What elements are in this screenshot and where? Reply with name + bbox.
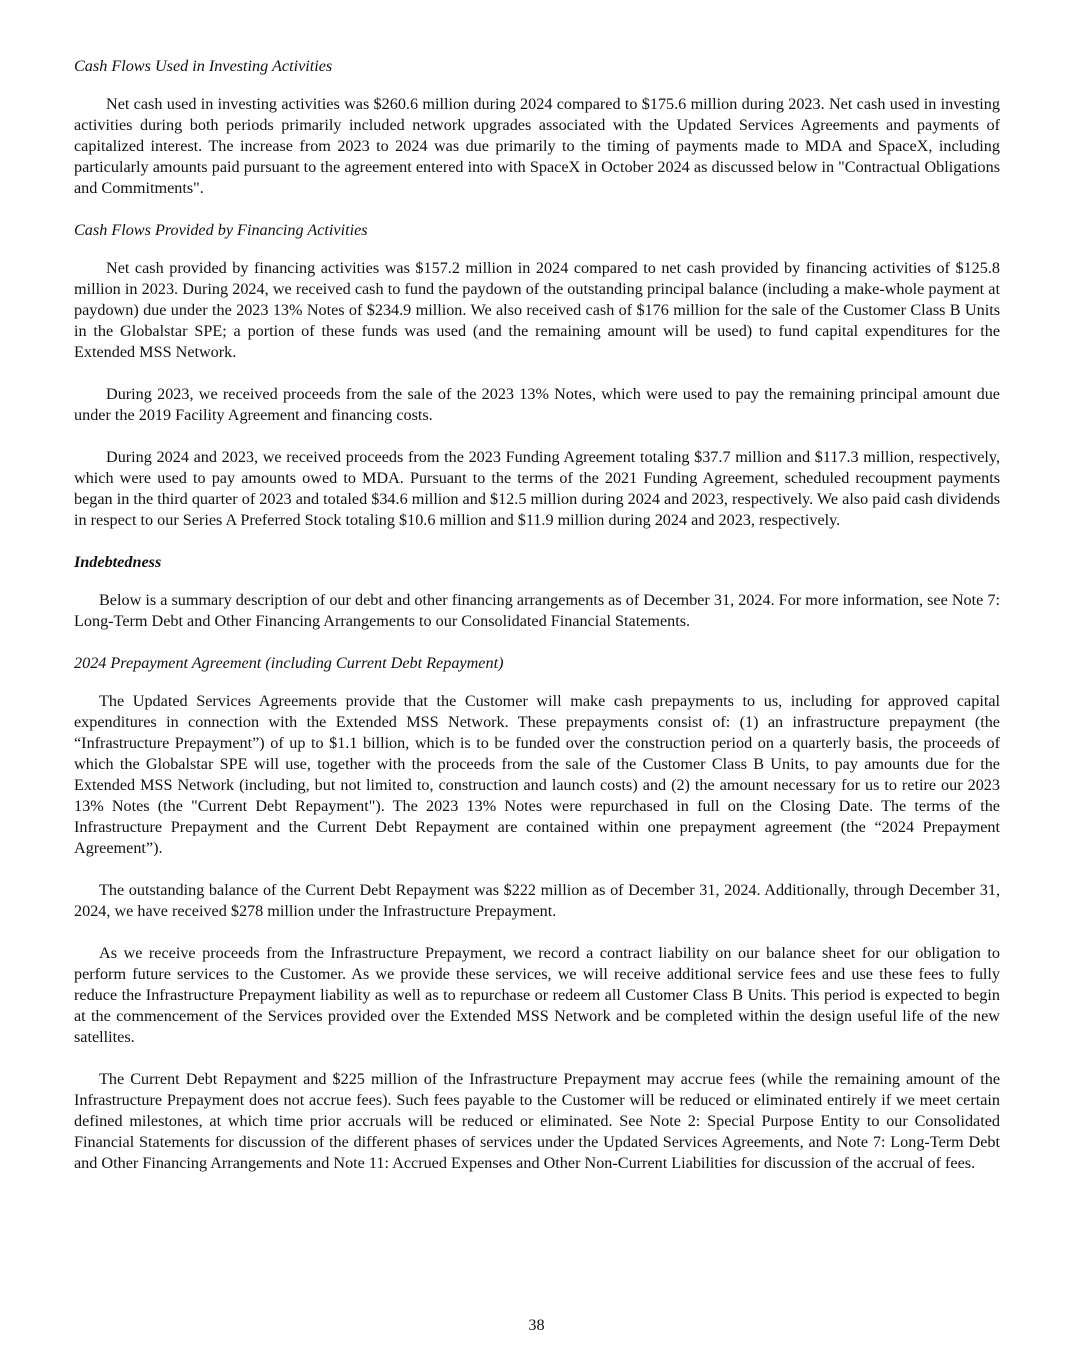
paragraph-prepayment-1: The Updated Services Agreements provide that the Customer will make cash prepayments to us, including for approved capital expenditures in connection with the Extended MSS Network. These prepayments consist of: (1) an infrastructure prepayment (the “Infrastructure Prepayment”) of up to $1.1 billion, which is to be funded over the construction period on a quarterly basis, the proceeds of which the Globalstar SPE will use, together with the proceeds from the sale of the Customer Class B Units, to pay amounts due for the Extended MSS Network (including, but not limited to, construction and launch costs) and (2) the amount necessary for us to retire our 2023 13% Notes (the "Current Debt Repayment"). The 2023 13% Notes were repurchased in full on the Closing Date. The terms of the Infrastructure Prepayment and the Current Debt Repayment are contained within one prepayment agreement (the “2024 Prepayment Agreement”). <box>74 692 1000 857</box>
paragraph-indebtedness-1: Below is a summary description of our debt and other financing arrangements as of December 31, 2024. For more information, see Note 7: Long-Term Debt and Other Financing Arrangements to our Consolidated Financial Statements. <box>74 591 1000 630</box>
section-heading-financing: Cash Flows Provided by Financing Activities <box>74 221 368 239</box>
paragraph-financing-3: During 2024 and 2023, we received proceeds from the 2023 Funding Agreement totaling $37.7 million and $117.3 million, respectively, which were used to pay amounts owed to MDA. Pursuant to the terms of the 2021 Funding Agreement, scheduled recoupment payments began in the third quarter of 2023 and totaled $34.6 million and $12.5 million during 2024 and 2023, respectively. We also paid cash dividends in respect to our Series A Preferred Stock totaling $10.6 million and $11.9 million during 2024 and 2023, respectively. <box>74 448 1000 529</box>
paragraph-financing-1: Net cash provided by financing activities was $157.2 million in 2024 compared to net cash provided by financing activities of $125.8 million in 2023. During 2024, we received cash to fund the paydown of the outstanding principal balance (including a make-whole payment at paydown) due under the 2023 13% Notes of $234.9 million. We also received cash of $176 million for the sale of the Customer Class B Units in the Globalstar SPE; a portion of these funds was used (and the remaining amount will be used) to fund capital expenditures for the Extended MSS Network. <box>74 259 1000 361</box>
document-page <box>74 56 1000 1195</box>
paragraph-prepayment-2: The outstanding balance of the Current Debt Repayment was $222 million as of December 31, 2024. Additionally, through December 31, 2024, we have received $278 million under the Infrastructure Prepayment. <box>74 881 1000 920</box>
section-heading-prepayment: 2024 Prepayment Agreement (including Current Debt Repayment) <box>74 654 504 672</box>
page-number: 38 <box>528 1316 545 1334</box>
paragraph-financing-2: During 2023, we received proceeds from the sale of the 2023 13% Notes, which were used to pay the remaining principal amount due under the 2019 Facility Agreement and financing costs. <box>74 385 1000 424</box>
section-heading-investing: Cash Flows Used in Investing Activities <box>74 57 333 75</box>
paragraph-prepayment-3: As we receive proceeds from the Infrastructure Prepayment, we record a contract liability on our balance sheet for our obligation to perform future services to the Customer. As we provide these services, we will receive additional service fees and use these fees to fully reduce the Infrastructure Prepayment liability as well as to repurchase or redeem all Customer Class B Units. This period is expected to begin at the commencement of the Services provided over the Extended MSS Network and be completed within the design useful life of the new satellites. <box>74 944 1000 1046</box>
paragraph-investing-1: Net cash used in investing activities was $260.6 million during 2024 compared to $175.6 million during 2023. Net cash used in investing activities during both periods primarily included network upgrades associated with the Updated Services Agreements and payments of capitalized interest. The increase from 2023 to 2024 was due primarily to the timing of payments made to MDA and SpaceX, including particularly amounts paid pursuant to the agreement entered into with SpaceX in October 2024 as discussed below in "Contractual Obligations and Commitments". <box>74 95 1000 197</box>
paragraph-prepayment-4: The Current Debt Repayment and $225 million of the Infrastructure Prepayment may accrue fees (while the remaining amount of the Infrastructure Prepayment does not accrue fees). Such fees payable to the Customer will be reduced or eliminated entirely if we meet certain defined milestones, at which time prior accruals will be reduced or eliminated. See Note 2: Special Purpose Entity to our Consolidated Financial Statements for discussion of the different phases of services under the Updated Services Agreements, and Note 7: Long-Term Debt and Other Financing Arrangements and Note 11: Accrued Expenses and Other Non-Current Liabilities for discussion of the accrual of fees. <box>74 1070 1000 1172</box>
section-heading-indebtedness: Indebtedness <box>74 553 162 571</box>
